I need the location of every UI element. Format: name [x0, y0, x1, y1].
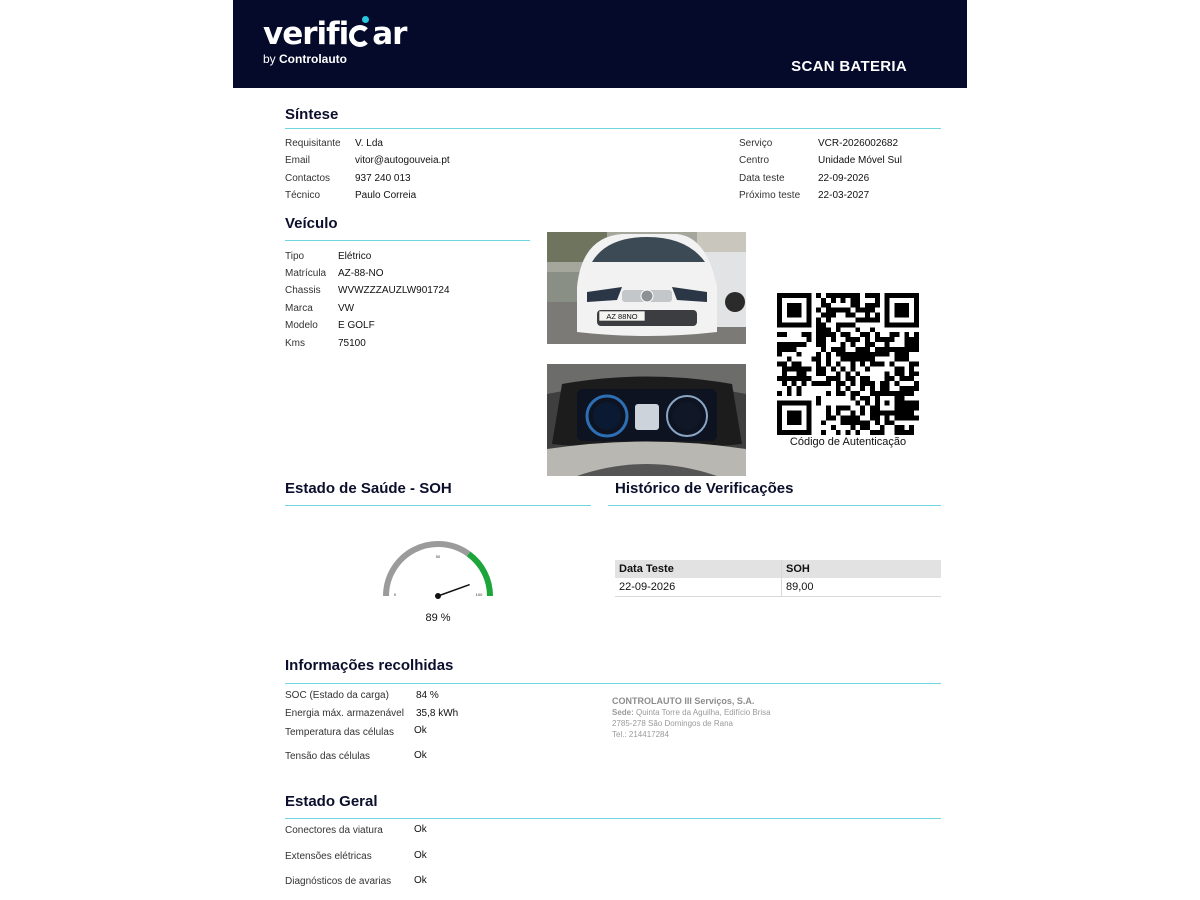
field-value: 75100: [338, 338, 366, 349]
field-label: Centro: [739, 155, 770, 166]
logo-text-part2: ar: [372, 16, 407, 52]
field-label: Temperatura das células: [285, 727, 394, 738]
column-header: SOH: [782, 560, 942, 578]
verificar-logo: [263, 16, 406, 66]
document-type-label: SCAN BATERIA: [791, 58, 907, 75]
field-label: Marca: [285, 303, 313, 314]
company-address-block: [612, 696, 771, 740]
report-header: [233, 0, 967, 88]
field-label: Próximo teste: [739, 190, 801, 201]
section-rule: [285, 128, 941, 129]
field-value: 84 %: [416, 690, 439, 701]
field-label: Matrícula: [285, 268, 327, 279]
field-label: Energia máx. armazenável: [285, 708, 404, 719]
field-value: Ok: [414, 850, 427, 861]
license-plate-text: AZ 88NO: [606, 312, 638, 321]
gauge-max-label: 100: [475, 592, 483, 597]
field-value-email: vitor@autogouveia.pt: [355, 155, 450, 166]
soh-gauge: [370, 530, 506, 610]
field-value: Elétrico: [338, 251, 372, 262]
gauge-needle: [438, 585, 469, 596]
field-value: Paulo Correia: [355, 190, 417, 201]
table-header-row: [615, 560, 941, 578]
field-label: SOC (Estado da carga): [285, 690, 389, 701]
field-value: Ok: [414, 875, 427, 886]
section-title-informacoes: Informações recolhidas: [285, 657, 454, 674]
qr-caption: Código de Autenticação: [789, 436, 907, 448]
field-label: Chassis: [285, 285, 321, 296]
section-title-estado-geral: Estado Geral: [285, 793, 378, 810]
table-cell: 89,00: [782, 578, 942, 597]
logo-byline: by Controlauto: [263, 52, 348, 66]
section-rule: [285, 818, 941, 819]
field-label: Kms: [285, 338, 305, 349]
history-table: [615, 560, 941, 597]
column-header: Data Teste: [615, 560, 782, 578]
field-value: 22-03-2027: [818, 190, 870, 201]
field-value: Unidade Móvel Sul: [818, 155, 902, 166]
field-label: Contactos: [285, 173, 331, 184]
vehicle-front-photo: [547, 232, 746, 344]
field-label: Extensões elétricas: [285, 851, 372, 862]
company-sede: Sede: Quinta Torre da Aguilha, Edifício Brisa: [612, 708, 771, 717]
section-rule: [285, 505, 591, 506]
authentication-qr-code: [777, 293, 919, 435]
logo-wordmark: [263, 16, 406, 52]
gauge-needle-hub: [435, 593, 441, 599]
table-cell: 22-09-2026: [615, 578, 782, 597]
field-label: Email: [285, 155, 311, 166]
field-value: 22-09-2026: [818, 173, 870, 184]
section-title-sintese: Síntese: [285, 106, 339, 123]
section-title-soh: Estado de Saúde - SOH: [285, 480, 452, 497]
table-row: [615, 578, 941, 597]
company-tel: Tel.: 214417284: [612, 730, 669, 739]
field-label: Modelo: [285, 320, 318, 331]
field-label: Conectores da viatura: [285, 825, 383, 836]
field-value: E GOLF: [338, 320, 375, 331]
gauge-min-label: 0: [393, 592, 397, 597]
field-value: Ok: [414, 750, 427, 761]
field-label: Requisitante: [285, 138, 341, 149]
company-name: CONTROLAUTO III Serviços, S.A.: [612, 696, 755, 706]
field-label: Tensão das células: [285, 751, 371, 762]
field-label: Técnico: [285, 190, 321, 201]
field-value: 35,8 kWh: [416, 708, 459, 719]
section-rule: [285, 240, 530, 241]
section-rule: [285, 683, 941, 684]
field-label: Serviço: [739, 138, 773, 149]
gauge-mid-label: 50: [435, 554, 441, 559]
vehicle-dashboard-photo: [547, 364, 746, 476]
field-label: Diagnósticos de avarias: [285, 876, 392, 887]
field-label: Tipo: [285, 251, 305, 262]
logo-text-part1: verifi: [263, 16, 349, 52]
section-title-veiculo: Veículo: [285, 215, 338, 232]
field-value: VCR-2026002682: [818, 138, 899, 149]
field-value: Ok: [414, 725, 427, 736]
field-value: V. Lda: [355, 138, 383, 149]
company-postal: 2785-278 São Domingos de Rana: [612, 719, 733, 728]
field-label: Data teste: [739, 173, 785, 184]
section-title-historico: Histórico de Verificações: [615, 480, 794, 497]
field-value: Ok: [414, 824, 427, 835]
field-value: WVWZZZAUZLW901724: [338, 285, 450, 296]
soh-value-text: 89 %: [425, 612, 451, 624]
field-value: 937 240 013: [355, 173, 411, 184]
field-value: VW: [338, 303, 355, 314]
field-value: AZ-88-NO: [338, 268, 384, 279]
section-rule: [608, 505, 941, 506]
logo-c-glyph: [349, 25, 371, 47]
